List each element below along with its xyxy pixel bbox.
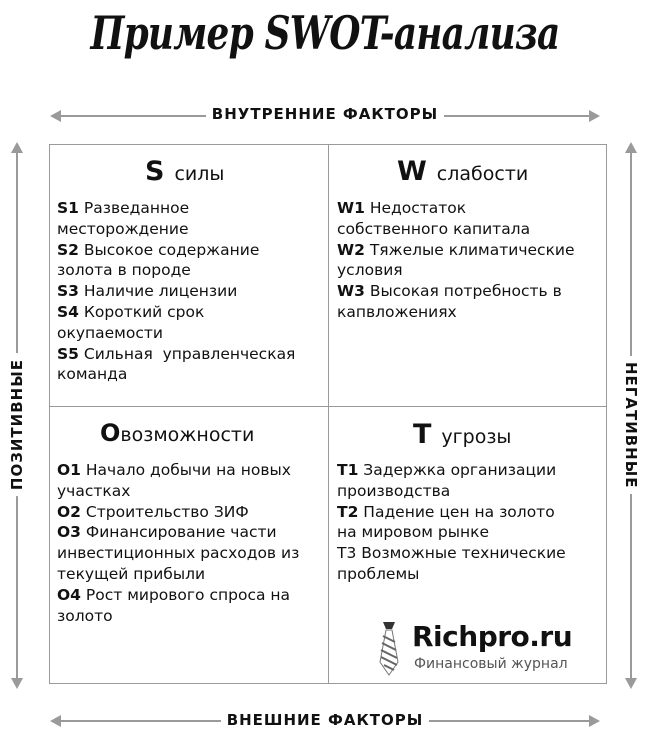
item-text: Высокое содержание <box>78 240 260 259</box>
quadrant-o-heading <box>100 419 254 447</box>
quadrant-w-item <box>337 219 603 240</box>
quadrant-s-name: силы <box>174 163 225 185</box>
quadrant-s-item <box>57 281 325 302</box>
quadrant-w-item <box>337 240 603 261</box>
item-text: месторождение <box>57 219 189 238</box>
quadrant-o-item <box>57 543 327 564</box>
quadrant-w-item <box>337 198 603 219</box>
item-text: Сильная управленческая <box>78 344 296 363</box>
right-axis-label: НЕГАТИВНЫЕ <box>622 356 640 495</box>
item-code: О4 <box>57 585 81 604</box>
quadrant-t-item <box>337 481 603 502</box>
item-text: Рост мирового спроса на <box>80 585 291 604</box>
quadrant-w-name: слабости <box>436 163 529 185</box>
item-text: Высокая потребность в <box>364 282 562 301</box>
item-text: Тяжелые климатические <box>364 240 575 259</box>
item-code: W2 <box>337 240 365 259</box>
quadrant-t-item <box>337 502 603 523</box>
item-code: О3 <box>57 523 81 542</box>
quadrant-t-heading <box>413 419 511 450</box>
item-text: участках <box>57 481 131 500</box>
item-text: собственного капитала <box>337 219 531 238</box>
item-text: текущей прибыли <box>57 564 206 583</box>
item-code: S2 <box>57 240 79 259</box>
item-text: Короткий срок <box>78 302 205 321</box>
quadrant-t-item <box>337 522 603 543</box>
item-text: Начало добычи на новых <box>80 461 291 479</box>
quadrant-o-item <box>57 606 327 627</box>
quadrant-t-item <box>337 460 603 481</box>
quadrant-s-items <box>57 198 325 385</box>
quadrant-o-item <box>57 585 327 606</box>
quadrant-o-item <box>57 460 327 481</box>
quadrant-s-item <box>57 302 325 323</box>
quadrant-s-item <box>57 260 325 281</box>
quadrant-t-letter: Т <box>413 419 432 450</box>
quadrant-s-item <box>57 364 325 385</box>
quadrant-o-name: возможности <box>120 424 255 446</box>
quadrant-s-heading <box>145 156 224 187</box>
quadrant-o-item <box>57 564 327 585</box>
item-code: О2 <box>57 502 81 521</box>
top-axis-label: ВНУТРЕННИЕ ФАКТОРЫ <box>206 105 444 123</box>
quadrant-w-item <box>337 260 603 281</box>
quadrant-t-item <box>337 543 603 564</box>
quadrant-t-name: угрозы <box>441 426 512 448</box>
quadrant-o-items <box>57 460 327 626</box>
quadrant-o-item <box>57 502 327 523</box>
quadrant-w-heading <box>397 156 528 187</box>
item-text: Наличие лицензии <box>78 282 238 301</box>
item-text: Финансирование части <box>80 523 277 542</box>
item-code: W1 <box>337 199 365 217</box>
left-axis-up-arrow-icon <box>11 142 23 153</box>
right-axis-up-arrow-icon <box>625 142 637 153</box>
quadrant-t-items <box>337 460 603 585</box>
item-text: золото <box>57 606 113 625</box>
quadrant-o-item <box>57 522 327 543</box>
left-axis-down-arrow-icon <box>11 678 23 689</box>
item-text: Строительство ЗИФ <box>80 502 249 521</box>
grid-vertical-divider <box>328 144 329 684</box>
item-text: окупаемости <box>57 323 163 342</box>
item-code: S5 <box>57 344 79 363</box>
quadrant-o-letter: О <box>100 419 121 447</box>
item-text: на мировом рынке <box>337 523 489 542</box>
quadrant-o-item <box>57 481 327 502</box>
item-text: проблемы <box>337 564 420 583</box>
item-text: производства <box>337 481 451 500</box>
item-text: инвестиционных расходов из <box>57 544 300 563</box>
quadrant-w-items <box>337 198 603 323</box>
quadrant-s-item <box>57 198 325 219</box>
item-text: капвложениях <box>337 302 457 321</box>
striped-tie-icon <box>372 622 406 676</box>
item-code: S4 <box>57 302 79 321</box>
item-code: Т2 <box>337 502 359 521</box>
item-text: команда <box>57 365 128 384</box>
quadrant-s-item <box>57 240 325 261</box>
quadrant-t-item <box>337 564 603 585</box>
quadrant-s-letter: S <box>145 156 165 187</box>
item-text: условия <box>337 261 403 280</box>
right-axis-down-arrow-icon <box>625 678 637 689</box>
diagram-title: Пример SWOT-анализа <box>90 6 560 60</box>
item-code: S1 <box>57 199 79 217</box>
quadrant-s-item <box>57 344 325 365</box>
item-code: О1 <box>57 461 81 479</box>
left-axis-label: ПОЗИТИВНЫЕ <box>8 353 26 496</box>
logo-subtitle: Финансовый журнал <box>414 656 568 672</box>
item-text: Падение цен на золото <box>358 502 555 521</box>
logo-name: Richpro.ru <box>412 620 573 653</box>
grid-horizontal-divider <box>49 406 607 407</box>
bottom-axis-label: ВНЕШНИЕ ФАКТОРЫ <box>221 711 430 729</box>
item-text: Задержка организации <box>358 461 557 479</box>
item-text: Разведанное <box>78 199 190 217</box>
item-code: S3 <box>57 282 79 301</box>
item-text: золота в породе <box>57 261 191 280</box>
item-text: Недостаток <box>364 199 467 217</box>
quadrant-s-item <box>57 219 325 240</box>
item-text: Т3 Возможные технические <box>337 544 566 563</box>
item-code: Т1 <box>337 461 359 479</box>
quadrant-s-item <box>57 323 325 344</box>
quadrant-w-letter: W <box>397 156 427 187</box>
quadrant-w-item <box>337 302 603 323</box>
quadrant-w-item <box>337 281 603 302</box>
item-code: W3 <box>337 282 365 301</box>
